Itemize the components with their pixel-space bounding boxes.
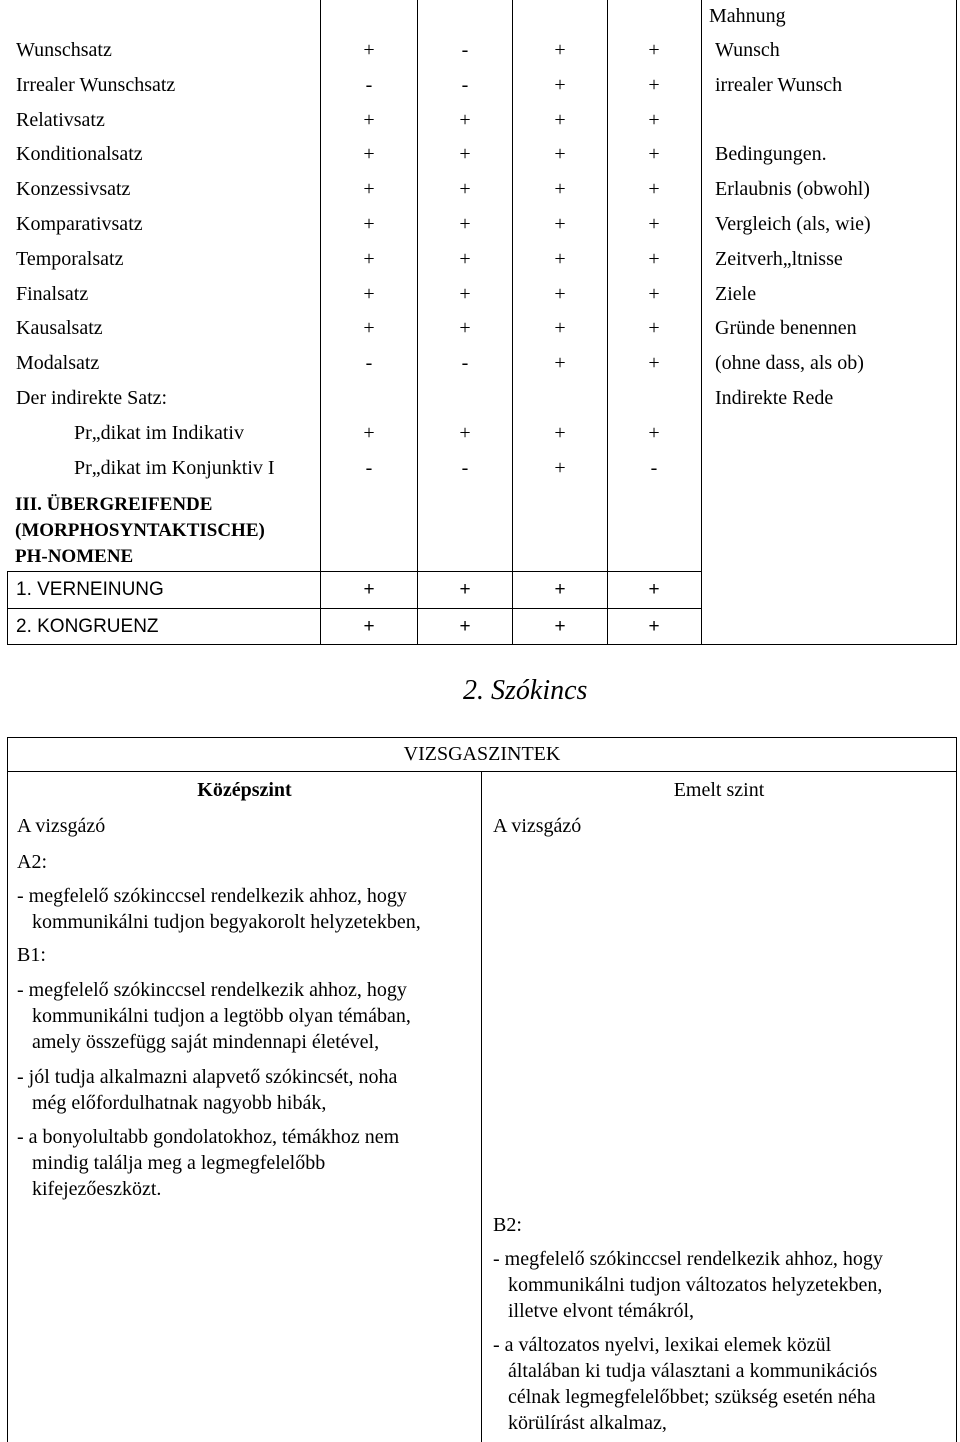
grammar-mark: + (554, 317, 566, 340)
level-a2-label: A2: (17, 851, 47, 873)
grammar-mark: + (363, 143, 375, 166)
grammar-mark: + (554, 421, 566, 444)
a2-item-line: kommunikálni tudjon begyakorolt helyzetekben, (32, 911, 421, 933)
b2-item-line: - megfelelő szókinccsel rendelkezik ahhoz, hogy (493, 1248, 883, 1270)
section-heading-line: (MORPHOSYNTAKTISCHE) (15, 520, 265, 541)
right-intro: A vizsgázó (493, 815, 582, 837)
b2-item-line: körülírást alkalmaz, (508, 1412, 667, 1434)
grammar-row-note: Ziele (715, 282, 757, 305)
grammar-mark: + (554, 247, 566, 270)
grammar-mark: - (461, 456, 469, 479)
grammar-mark: + (459, 143, 471, 166)
grammar-mark: + (554, 579, 566, 600)
grammar-row-note: Vergleich (als, wie) (715, 213, 871, 235)
b1-item-line: még előfordulhatnak nagyobb hibák, (32, 1092, 327, 1114)
grammar-mark: + (648, 421, 660, 444)
b1-item-line: mindig találja meg a legmegfelelőbb (32, 1152, 326, 1174)
grammar-mark: - (365, 456, 373, 479)
grammar-mark: + (554, 39, 566, 61)
grammar-mark: + (554, 178, 566, 201)
grammar-mark: + (363, 213, 375, 235)
advanced-level-heading: Emelt szint (673, 779, 765, 801)
grammar-mark: + (363, 178, 375, 201)
grammar-row-label: Relativsatz (16, 108, 105, 131)
grammar-mark: + (363, 39, 375, 61)
grammar-mark: + (459, 247, 471, 270)
grammar-mark: + (648, 213, 660, 235)
grammar-mark: + (363, 282, 375, 305)
grammar-mark: + (648, 616, 660, 637)
grammar-mark: - (461, 352, 469, 375)
grammar-row-label: Komparativsatz (16, 213, 143, 235)
grammar-mark: + (363, 108, 375, 131)
section-title: 2. Szókincs (463, 675, 588, 706)
grammar-row-note: Gründe benennen (715, 317, 857, 340)
grammar-mark: + (648, 143, 660, 166)
b2-item (493, 1332, 877, 1436)
middle-level-heading: Középszint (197, 779, 292, 801)
grammar-mark: + (648, 73, 660, 96)
grammar-mark: - (461, 39, 469, 61)
grammar-mark: + (459, 213, 471, 235)
grammar-mark: + (648, 579, 660, 600)
grammar-mark: + (554, 456, 566, 479)
header-top-note: Mahnung (709, 5, 786, 27)
grammar-mark: + (648, 247, 660, 270)
grammar-row-note: irrealer Wunsch (715, 73, 843, 96)
b1-item-line: kifejezőeszközt. (32, 1178, 162, 1200)
grammar-mark: + (554, 73, 566, 96)
grammar-row-label: Modalsatz (16, 352, 100, 375)
grammar-mark: + (459, 317, 471, 340)
grammar-row-note: Bedingungen. (715, 143, 827, 166)
a2-item-line: - megfelelő szókinccsel rendelkezik ahhoz, hogy (17, 885, 407, 907)
grammar-row-label: Der indirekte Satz: (16, 387, 168, 409)
level-b1-label: B1: (17, 944, 46, 966)
grammar-mark: - (365, 73, 373, 96)
grammar-mark: + (554, 282, 566, 305)
grammar-row-note: Wunsch (715, 39, 780, 61)
grammar-row-label: Konditionalsatz (16, 143, 143, 166)
grammar-row-label: Irrealer Wunschsatz (16, 73, 176, 96)
grammar-row-note: (ohne dass, als ob) (715, 352, 864, 375)
grammar-mark: + (459, 108, 471, 131)
levels-title: VIZSGASZINTEK (403, 743, 561, 765)
b2-item-line: kommunikálni tudjon változatos helyzetekben, (508, 1274, 883, 1296)
b2-item (493, 1246, 883, 1324)
b1-item-line: - megfelelő szókinccsel rendelkezik ahhoz, hogy (17, 979, 407, 1001)
grammar-row-note: Zeitverh„ltnisse (715, 247, 843, 270)
grammar-mark: + (363, 421, 375, 444)
b1-item (17, 977, 411, 1055)
grammar-row-label: Konzessivsatz (16, 178, 131, 201)
grammar-row-note: Erlaubnis (obwohl) (715, 178, 870, 201)
grammar-mark: + (648, 352, 660, 375)
grammar-mark: - (650, 456, 658, 479)
left-intro: A vizsgázó (17, 815, 106, 837)
grammar-row-label: Pr„dikat im Indikativ (74, 421, 244, 444)
grammar-mark: + (459, 616, 471, 637)
grammar-mark: - (461, 73, 469, 96)
grammar-row-label: Kausalsatz (16, 317, 103, 340)
grammar-sans-row-label: 2. KONGRUENZ (16, 616, 159, 637)
grammar-row-label: Pr„dikat im Konjunktiv I (74, 456, 275, 479)
grammar-mark: + (554, 143, 566, 166)
b2-item-line: célnak legmegfelelőbbet; szükség esetén néha (508, 1386, 876, 1408)
section-heading-line: PH-NOMENE (15, 546, 134, 567)
section-heading-line: III. ÜBERGREIFENDE (15, 494, 213, 515)
b2-item-line: illetve elvont témákról, (508, 1300, 695, 1322)
b2-item-line: - a változatos nyelvi, lexikai elemek közül (493, 1334, 832, 1356)
grammar-mark: + (363, 247, 375, 270)
b1-item-line: kommunikálni tudjon a legtöbb olyan témában, (32, 1005, 411, 1027)
grammar-mark: + (459, 421, 471, 444)
grammar-mark: + (554, 616, 566, 637)
grammar-mark: + (648, 108, 660, 131)
a2-item (17, 883, 421, 935)
b2-item-line: általában ki tudja választani a kommunikációs (508, 1360, 878, 1382)
grammar-mark: + (363, 579, 375, 600)
grammar-row-label: Finalsatz (16, 282, 89, 305)
b1-item-line: amely összefügg saját mindennapi életével, (32, 1031, 380, 1053)
b1-item (17, 1124, 399, 1202)
grammar-sans-row-label: 1. VERNEINUNG (16, 579, 164, 600)
grammar-mark: + (648, 178, 660, 201)
grammar-mark: + (648, 39, 660, 61)
grammar-row-note: Indirekte Rede (715, 387, 834, 409)
b1-item-line: - a bonyolultabb gondolatokhoz, témákhoz nem (17, 1126, 400, 1148)
grammar-row-label: Temporalsatz (16, 247, 124, 270)
level-b2-label: B2: (493, 1214, 522, 1236)
grammar-mark: - (365, 352, 373, 375)
grammar-row-label: Wunschsatz (16, 39, 112, 61)
grammar-mark: + (363, 317, 375, 340)
grammar-mark: + (363, 616, 375, 637)
grammar-mark: + (554, 213, 566, 235)
grammar-mark: + (554, 108, 566, 131)
b1-item (17, 1064, 397, 1116)
grammar-mark: + (459, 178, 471, 201)
b1-item-line: - jól tudja alkalmazni alapvető szókincsét, noha (17, 1066, 398, 1088)
grammar-mark: + (648, 317, 660, 340)
grammar-mark: + (459, 282, 471, 305)
grammar-mark: + (648, 282, 660, 305)
grammar-mark: + (554, 352, 566, 375)
grammar-mark: + (459, 579, 471, 600)
